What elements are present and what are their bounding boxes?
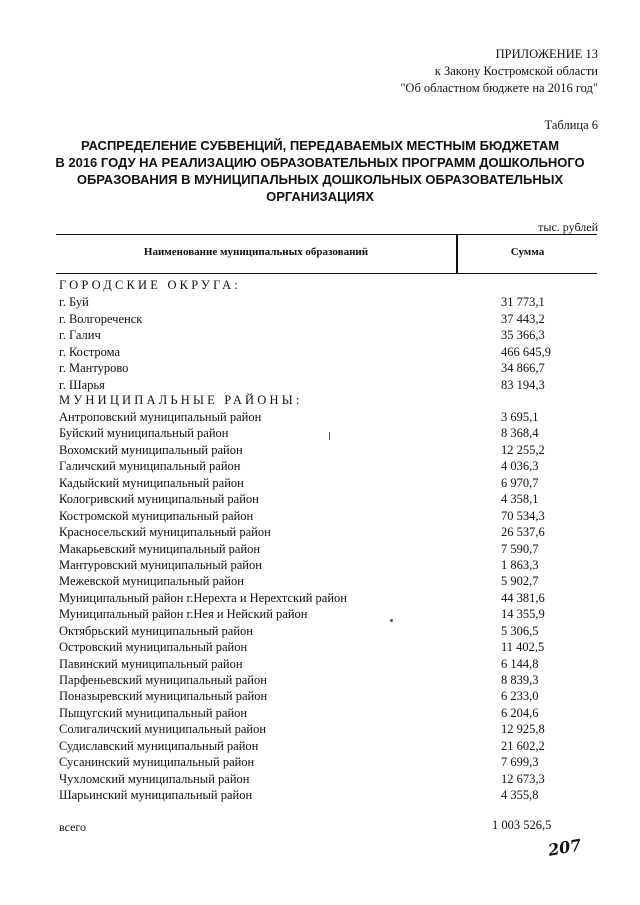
row-value: 4 036,3	[501, 459, 539, 474]
row-value: 7 699,3	[501, 755, 539, 770]
row-value: 5 902,7	[501, 574, 539, 589]
appendix-budget: "Об областном бюджете на 2016 год"	[400, 81, 598, 95]
row-value: 12 255,2	[501, 442, 545, 457]
row-name: Поназыревский муниципальный район	[59, 689, 268, 704]
table-row	[59, 524, 599, 540]
units-label: тыс. рублей	[538, 220, 598, 234]
row-name: Межевской муниципальный район	[59, 574, 244, 589]
group-label-municipal-districts: МУНИЦИПАЛЬНЫЕ РАЙОНЫ:	[59, 393, 303, 407]
table-row	[59, 738, 599, 754]
row-name: Макарьевский муниципальный район	[59, 541, 261, 556]
row-name: Пыщугский муниципальный район	[59, 705, 248, 720]
table-row	[59, 360, 599, 377]
row-value: 6 204,6	[501, 705, 539, 720]
row-name: Антроповский муниципальный район	[59, 410, 262, 424]
row-name: Шарьинский муниципальный район	[59, 788, 253, 803]
table-row	[59, 557, 599, 573]
row-name: г. Мантурово	[59, 361, 129, 376]
table-row	[59, 705, 599, 721]
table-number: Таблица 6	[544, 118, 598, 132]
appendix-title: ПРИЛОЖЕНИЕ 13	[495, 47, 598, 61]
appendix-law: к Закону Костромской области	[434, 64, 598, 78]
row-name: Кадыйский муниципальный район	[59, 475, 244, 490]
row-name: Чухломский муниципальный район	[59, 771, 250, 786]
row-name: Парфеньевский муниципальный район	[59, 673, 267, 687]
row-name: Кологривский муниципальный район	[59, 492, 259, 507]
row-value: 12 925,8	[501, 722, 545, 737]
row-name: Судиславский муниципальный район	[59, 738, 259, 753]
row-value: 6 144,8	[501, 656, 539, 671]
total-label: всего	[59, 820, 87, 834]
row-name: г. Кострома	[59, 344, 121, 359]
table-row	[59, 294, 599, 311]
table-row	[59, 606, 599, 622]
row-value: 7 590,7	[501, 541, 539, 556]
municipal-districts-list	[59, 409, 599, 804]
row-value: 6 233,0	[501, 689, 539, 704]
row-name: Муниципальный район г.Нерехта и Нерехтский район	[59, 590, 347, 605]
row-name: Октябрьский муниципальный район	[59, 623, 253, 638]
row-name: Буйский муниципальный район	[59, 426, 229, 441]
row-value: 6 970,7	[501, 475, 539, 490]
table-row	[59, 754, 599, 770]
row-value: 12 673,3	[501, 771, 545, 786]
row-value: 5 306,5	[501, 623, 539, 638]
table-row	[59, 458, 599, 474]
table-row	[59, 442, 599, 458]
table-row	[59, 491, 599, 507]
row-name: Солигаличский муниципальный район	[59, 722, 267, 737]
table-row	[59, 771, 599, 787]
table-row	[59, 672, 599, 688]
document-title	[40, 137, 600, 205]
table-row	[59, 409, 599, 425]
table-header	[56, 234, 597, 274]
title-line: РАСПРЕДЕЛЕНИЕ СУБВЕНЦИЙ, ПЕРЕДАВАЕМЫХ МЕСТНЫМ БЮДЖЕТАМ	[80, 138, 560, 153]
table-row	[59, 590, 599, 606]
handwritten-page-number: 207	[546, 835, 583, 860]
title-line: ОБРАЗОВАНИЯ В МУНИЦИПАЛЬНЫХ ДОШКОЛЬНЫХ ОБРАЗОВАТЕЛЬНЫХ	[76, 172, 564, 187]
row-name: г. Волгореченск	[59, 311, 143, 326]
table-row	[59, 656, 599, 672]
table-row	[59, 541, 599, 557]
title-line: В 2016 ГОДУ НА РЕАЛИЗАЦИЮ ОБРАЗОВАТЕЛЬНЫХ ПРОГРАММ ДОШКОЛЬНОГО	[55, 155, 585, 170]
row-value: 4 358,1	[501, 492, 539, 507]
row-value: 83 194,3	[501, 377, 545, 392]
scan-mark	[390, 619, 393, 622]
table-row	[59, 623, 599, 639]
table-row	[59, 787, 599, 803]
row-name: Вохомский муниципальный район	[59, 442, 243, 457]
row-value: 11 402,5	[501, 640, 545, 655]
table-row	[59, 721, 599, 737]
table-row	[59, 327, 599, 344]
row-name: Галичский муниципальный район	[59, 459, 241, 474]
table-row	[59, 475, 599, 491]
row-value: 1 863,3	[501, 557, 539, 572]
table-row	[59, 377, 599, 394]
row-value: 34 866,7	[501, 361, 545, 376]
row-name: г. Шарья	[59, 377, 105, 392]
row-value: 37 443,2	[501, 311, 545, 326]
row-value: 3 695,1	[501, 410, 539, 424]
appendix-header	[400, 46, 598, 97]
scan-mark	[329, 432, 330, 440]
table-row	[59, 508, 599, 524]
row-value: 14 355,9	[501, 607, 545, 622]
row-name: г. Галич	[59, 328, 101, 343]
title-line: ОРГАНИЗАЦИЯХ	[266, 189, 374, 204]
table-row	[59, 639, 599, 655]
row-value: 31 773,1	[501, 295, 545, 309]
row-name: Павинский муниципальный район	[59, 656, 243, 671]
row-value: 44 381,6	[501, 590, 545, 605]
column-header-name: Наименование муниципальных образований	[143, 246, 369, 258]
total-value: 1 003 526,5	[492, 818, 552, 832]
row-value: 70 534,3	[501, 508, 545, 523]
row-name: Сусанинский муниципальный район	[59, 755, 255, 770]
row-value: 21 602,2	[501, 738, 545, 753]
table-row	[59, 311, 599, 328]
table-row	[59, 688, 599, 704]
table-row	[59, 344, 599, 361]
row-name: г. Буй	[59, 295, 89, 309]
column-header-sum: Сумма	[510, 246, 545, 258]
row-name: Костромской муниципальный район	[59, 508, 254, 523]
group-label-city-districts: ГОРОДСКИЕ ОКРУГА:	[59, 278, 242, 292]
city-districts-list	[59, 294, 599, 394]
row-name: Островский муниципальный район	[59, 640, 248, 655]
row-value: 35 366,3	[501, 328, 545, 343]
row-name: Мантуровский муниципальный район	[59, 557, 262, 572]
row-name: Муниципальный район г.Нея и Нейский район	[59, 607, 308, 622]
row-value: 26 537,6	[501, 525, 545, 540]
row-value: 8 368,4	[501, 426, 539, 441]
row-value: 8 839,3	[501, 673, 539, 687]
table-row	[59, 573, 599, 589]
row-value: 4 355,8	[501, 788, 539, 803]
row-value: 466 645,9	[501, 344, 551, 359]
row-name: Красносельский муниципальный район	[59, 525, 271, 540]
